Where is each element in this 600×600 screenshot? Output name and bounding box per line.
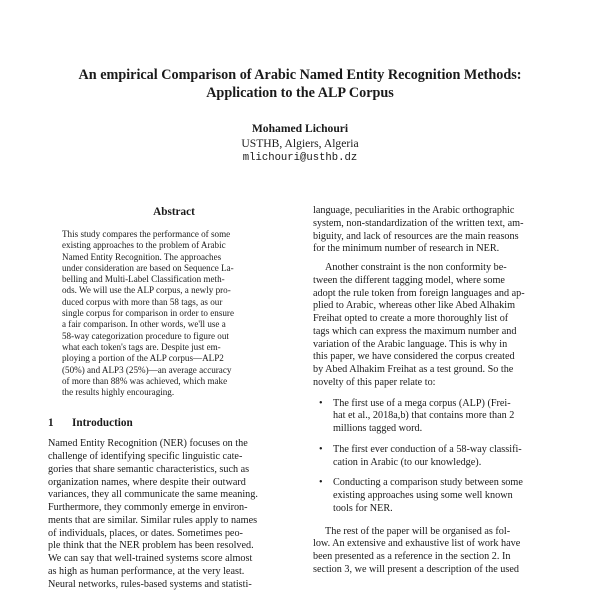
abstract-line: belling and Multi-Label Classification meth-	[62, 274, 225, 285]
paragraph	[313, 526, 558, 577]
author-name: Mohamed Lichouri	[251, 122, 349, 135]
bullet-item	[313, 398, 558, 436]
abstract-line: (50%) and ALP3 (25%)—an average accuracy	[62, 364, 232, 375]
body-line: gories that share semantic characteristics, such as	[48, 463, 250, 475]
body-line: Named Entity Recognition (NER) focuses on the	[48, 438, 248, 450]
abstract-line: This study compares the performance of some	[62, 229, 231, 239]
abstract-line: single corpus for comparison in order to ensure	[62, 308, 234, 319]
body-line: low. An extensive and exhaustive list of work have	[313, 538, 521, 550]
body-line: system, non-standardization of the written text, am-	[313, 217, 524, 229]
body-line: Furthermore, they commonly emerge in environ-	[48, 502, 248, 514]
body-line: as high as human performance, at the very least.	[48, 565, 245, 577]
abstract-line: a fair comparison. In other words, we'll use a	[62, 319, 226, 330]
body-line: biguity, and lack of resources are the main reasons	[313, 230, 519, 242]
bullet-line: existing approaches using some well known	[333, 490, 513, 501]
body-line: ple think that the NER problem has been resolved.	[48, 540, 254, 552]
abstract-line: existing approaches to the problem of Arabic	[62, 240, 226, 251]
paragraph	[313, 205, 558, 256]
body-line: We can say that well-trained systems score almost	[48, 553, 253, 565]
bullet-line: cation in Arabic (to our knowledge).	[333, 456, 482, 468]
abstract-body	[62, 229, 286, 398]
bullet-line: millions tagged word.	[333, 423, 423, 434]
body-line: tween the different tagging model, where some	[313, 274, 505, 286]
abstract-line: ploying a portion of the ALP corpus—ALP2	[62, 353, 224, 364]
abstract-line: 58-way categorization procedure to figure out	[62, 330, 229, 341]
abstract-line: what each token's tags are. Despite just em-	[62, 341, 221, 352]
body-line: Neural networks, rules-based systems and statisti-	[48, 578, 252, 590]
bullet-line: The first use of a mega corpus (ALP) (Frei-	[333, 397, 511, 409]
bullet-line: hat et al., 2018a,b) that contains more than 2	[333, 410, 515, 422]
author-email: mlichouri@usthb.dz	[242, 152, 358, 164]
right-column	[313, 205, 558, 577]
abstract-line: the results highly encouraging.	[62, 387, 175, 398]
section-heading-introduction	[48, 416, 300, 430]
bullet-marker: •	[319, 477, 323, 489]
body-line: been presented as a reference in the section 2. In	[313, 551, 511, 562]
bullet-marker: •	[319, 443, 323, 455]
body-line: challenge of identifying specific linguistic cate-	[48, 451, 243, 463]
body-line: Freihat opted to create a more thoroughly list of	[313, 313, 509, 324]
paper-title	[50, 66, 550, 102]
title-line: An empirical Comparison of Arabic Named Entity Recognition Methods:	[78, 67, 522, 83]
body-line: tags which can express the maximum number and	[313, 325, 517, 337]
introduction-body	[48, 438, 300, 591]
body-line: novelty of this paper relate to:	[313, 376, 436, 388]
paragraph	[313, 262, 558, 390]
bullet-line: tools for NER.	[333, 502, 393, 514]
section-title: Introduction	[72, 417, 133, 430]
body-line: variation of the Arabic language. This is why in	[313, 338, 508, 350]
bullet-item	[313, 477, 558, 515]
abstract-line: ods. We will use the ALP corpus, a newly pro-	[62, 285, 231, 296]
abstract-line: Named Entity Recognition. The approaches	[62, 251, 222, 262]
body-line: for the minimum number of research in NER.	[313, 243, 500, 255]
abstract-line: of more than 88% was achieved, which make	[62, 375, 228, 386]
abstract-heading: Abstract	[153, 206, 195, 218]
abstract-line: duced corpus with more than 58 tags, as our	[62, 296, 223, 307]
left-column	[48, 205, 300, 591]
body-line: plied to Arabic, whereas other like Abed Alhakim	[313, 300, 515, 312]
body-line: Another constraint is the non conformity be-	[325, 262, 507, 273]
body-line: organization names, where despite their outward	[48, 476, 246, 488]
body-line: section 3, we will present a description of the used	[313, 563, 519, 575]
body-line: adopt the rule token from foreign languages and ap-	[313, 287, 525, 299]
body-line: ments that are similar. Similar rules apply to names	[48, 514, 258, 526]
body-line: of individuals, places, or dates. Sometimes peo-	[48, 527, 243, 539]
title-line: Application to the ALP Corpus	[206, 85, 394, 101]
section-number: 1	[48, 417, 54, 430]
body-line: language, peculiarities in the Arabic orthographic	[313, 205, 515, 216]
abstract-line: under consideration are based on Sequence La-	[62, 262, 234, 273]
body-line: The rest of the paper will be organised as fol-	[325, 525, 511, 537]
author-affiliation: USTHB, Algiers, Algeria	[241, 137, 359, 150]
body-line: variances, they all communicate the same meaning.	[48, 489, 258, 501]
bullet-marker: •	[319, 397, 323, 409]
body-line: by Abed Alhakim Freihat as a test ground. So the	[313, 364, 514, 375]
body-line: this paper, we have considered the corpus created	[313, 351, 515, 363]
bullet-item	[313, 444, 558, 470]
bullet-line: Conducting a comparison study between some	[333, 477, 523, 489]
bullet-line: The first ever conduction of a 58-way classifi-	[333, 443, 522, 455]
author-block	[100, 121, 500, 166]
